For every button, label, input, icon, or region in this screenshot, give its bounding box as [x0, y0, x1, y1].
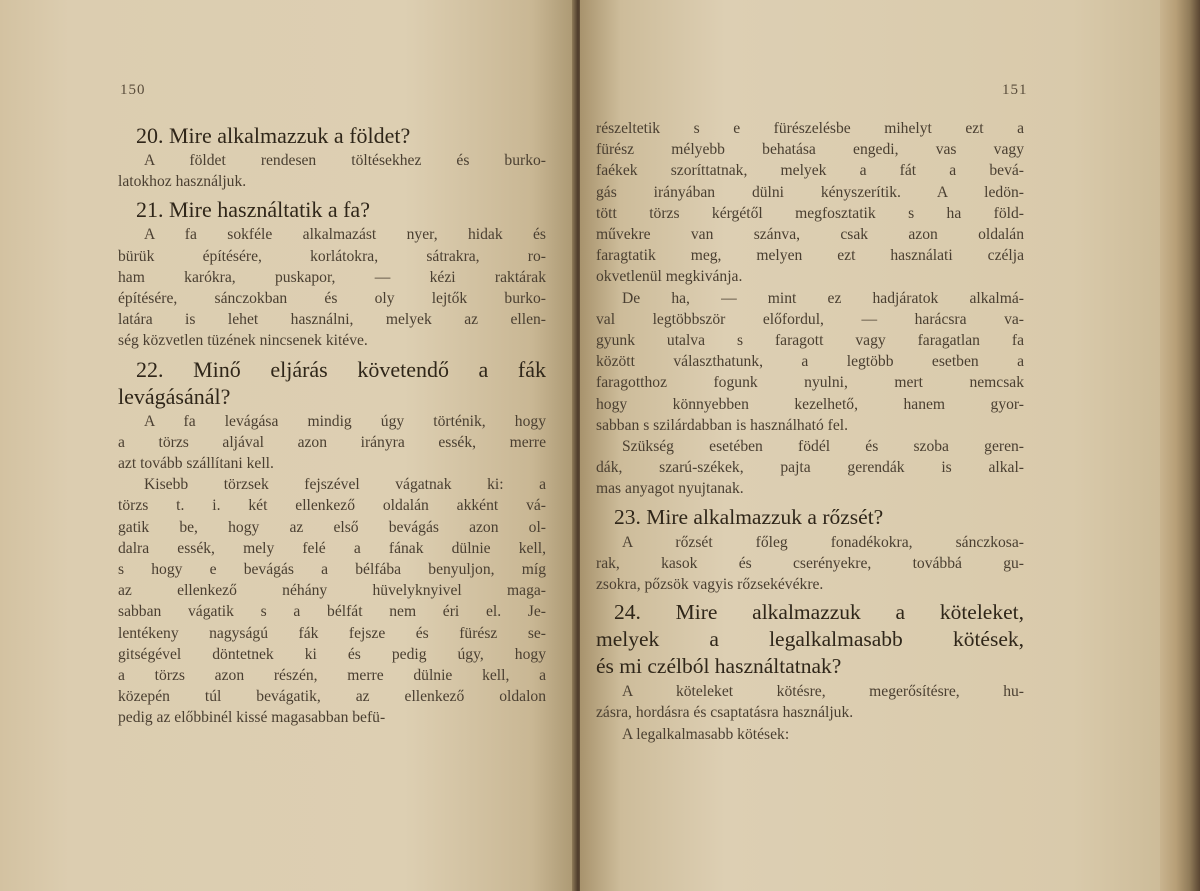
paragraph — [596, 118, 1024, 288]
text-line: pedig az előbbinél kissé magasabban befü- — [118, 709, 386, 727]
text-line: közepén túl bevágatik, az ellenkező oldalon — [118, 688, 546, 706]
text-line: val legtöbbször előfordul, — harácsra va- — [596, 310, 1024, 328]
text-line: a törzs aljával azon irányra essék, merre — [118, 433, 546, 451]
heading-line: és mi czélból használtatnak? — [596, 654, 842, 679]
text-line: zásra, hordásra és csaptatásra használjuk. — [596, 704, 854, 722]
text-line: dák, szarú-székek, pajta gerendák is alkal- — [596, 459, 1024, 477]
text-line: között választhatunk, a legtöbb esetben a — [596, 353, 1024, 371]
paragraph — [596, 724, 1024, 745]
text-line: faragotthoz fogunk nyulni, mert nemcsak — [596, 374, 1024, 392]
text-line: sabban s szilárdabban is használható fel. — [596, 416, 849, 434]
text-line: hogy könnyebben kezelhető, hanem gyor- — [596, 395, 1024, 413]
text-line: faragtatik meg, melyen ezt használati czélja — [596, 247, 1024, 265]
heading-line: 22. Minő eljárás követendő a fák — [136, 356, 546, 382]
paragraph — [118, 474, 546, 728]
text-line: A rőzsét főleg fonadékokra, sánczkosa- — [622, 533, 1024, 551]
text-line: A földet rendesen töltésekhez és burko- — [144, 152, 546, 169]
text-line: gitségével döntetnek ki és pedig úgy, hogy — [118, 645, 546, 663]
text-line: gyunk utalva s faragott vagy faragatlan fa — [596, 332, 1024, 350]
right-page — [580, 0, 1160, 891]
heading-line: melyek a legalkalmasabb kötések, — [596, 627, 1024, 652]
text-line: okvetlenül megkivánja. — [596, 268, 743, 286]
text-line: művekre van szánva, csak azon oldalán — [596, 226, 1024, 244]
text-line: dalra essék, mely felé a fának dülnie kell, — [118, 539, 546, 557]
left-page — [0, 0, 578, 891]
text-line: részeltetik s e fürészelésbe mihelyt ezt a — [596, 120, 1024, 137]
text-line: Szükség esetében födél és szoba geren- — [622, 438, 1024, 456]
heading-line: 21. Mire használtatik a fa? — [136, 197, 370, 223]
text-line: rak, kasok és cserényekre, továbbá gu- — [596, 554, 1024, 572]
text-line: a törzs azon részén, merre dülnie kell, a — [118, 667, 546, 685]
text-line: mas anyagot nyujtanak. — [596, 480, 744, 498]
text-line: A köteleket kötésre, megerősítésre, hu- — [622, 683, 1024, 701]
text-line: ség közvetlen tüzének nincsenek kitéve. — [118, 332, 368, 350]
text-line: faékek szoríttatnak, melyek a fát a bevá- — [596, 162, 1024, 180]
text-line: latokhoz használjuk. — [118, 173, 247, 191]
left-page-column — [118, 118, 546, 729]
paragraph — [596, 681, 1024, 723]
text-line: sabban vágatik s a bélfát nem éri el. Je- — [118, 603, 546, 621]
question-heading — [118, 196, 546, 223]
page-edges — [1160, 0, 1200, 891]
text-line: tött törzs kérgétől megfosztatik s ha föld- — [596, 204, 1024, 222]
question-heading — [118, 356, 546, 410]
paragraph — [118, 150, 546, 192]
text-line: zsokra, pőzsök vagyis rőzsekévékre. — [596, 576, 824, 594]
text-line: bürük építésére, korlátokra, sátrakra, ro- — [118, 247, 546, 265]
paragraph — [596, 288, 1024, 436]
heading-line: 20. Mire alkalmazzuk a földet? — [136, 123, 411, 148]
question-heading — [596, 504, 1024, 531]
page-number-right: 151 — [1002, 82, 1028, 98]
paragraph — [118, 411, 546, 475]
text-line: építésére, sánczokban és oly lejtők burko- — [118, 290, 546, 308]
text-line: A legalkalmasabb kötések: — [622, 725, 790, 743]
question-heading — [596, 599, 1024, 680]
paragraph — [596, 532, 1024, 596]
question-heading — [118, 122, 546, 149]
text-line: lentékeny nagyságú fák fejsze és fürész se- — [118, 624, 546, 642]
text-line: az ellenkező néhány hüvelyknyivel maga- — [118, 582, 546, 600]
text-line: A fa sokféle alkalmazást nyer, hidak és — [144, 226, 546, 244]
heading-line: 23. Mire alkalmazzuk a rőzsét? — [614, 504, 884, 529]
text-line: gás irányában dülni kényszerítik. A ledön- — [596, 183, 1024, 201]
text-line: s hogy e bevágás a bélfába benyuljon, míg — [118, 561, 546, 579]
right-page-column — [596, 118, 1024, 745]
heading-line: levágásánál? — [118, 383, 231, 409]
text-line: gatik be, hogy az első bevágás azon ol- — [118, 518, 546, 536]
text-line: fürész mélyebb behatása engedi, vas vagy — [596, 141, 1024, 159]
paragraph — [118, 224, 546, 351]
paragraph — [596, 436, 1024, 500]
text-line: Kisebb törzsek fejszével vágatnak ki: a — [144, 476, 546, 494]
page-number-left: 150 — [120, 82, 146, 98]
text-line: ham karókra, puskapor, — kézi raktárak — [118, 268, 546, 286]
heading-line: 24. Mire alkalmazzuk a köteleket, — [614, 600, 1024, 625]
text-line: De ha, — mint ez hadjáratok alkalmá- — [622, 289, 1024, 307]
text-line: latára is lehet használni, melyek az ellen- — [118, 311, 546, 329]
text-line: A fa levágása mindig úgy történik, hogy — [144, 412, 546, 430]
text-line: azt tovább szállítani kell. — [118, 455, 274, 473]
text-line: törzs t. i. két ellenkező oldalán akként vá- — [118, 497, 546, 515]
